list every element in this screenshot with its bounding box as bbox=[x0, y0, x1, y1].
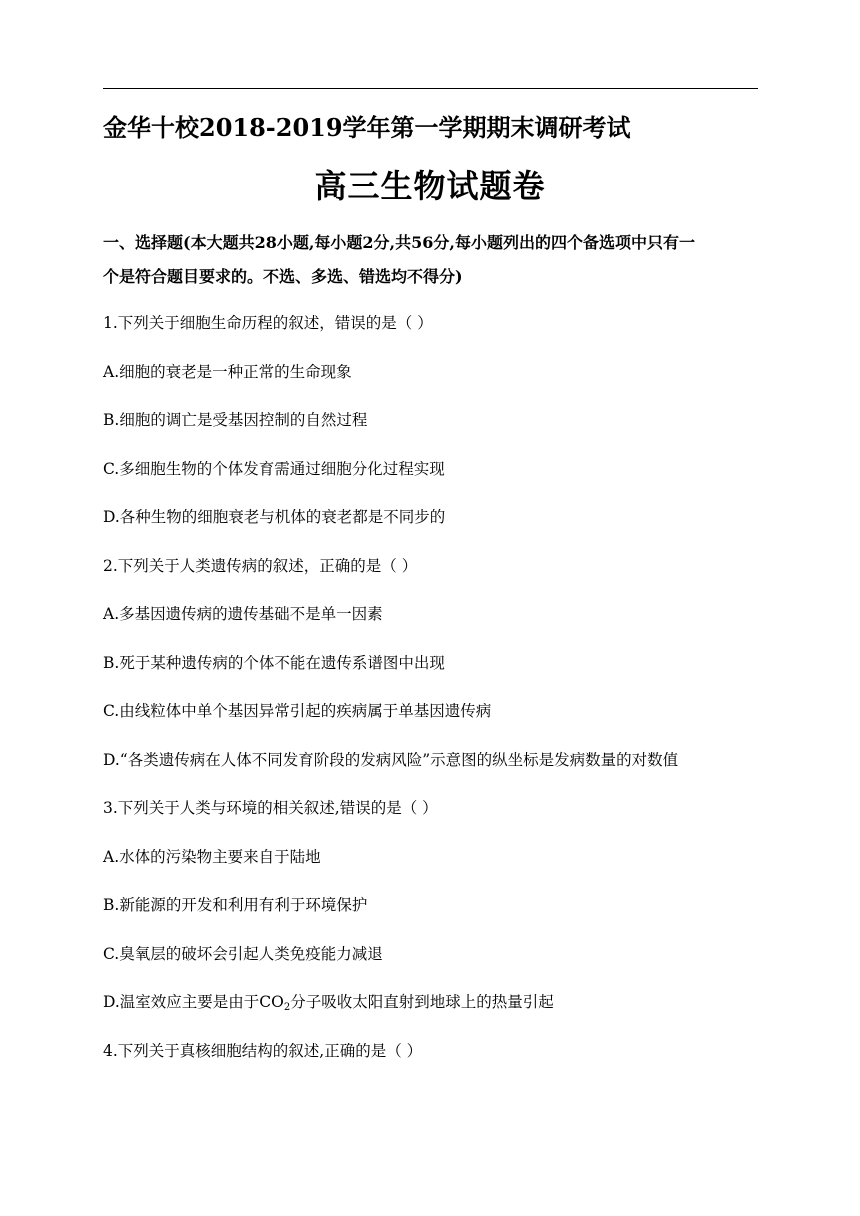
paper-title: 高三生物试题卷 bbox=[314, 167, 546, 205]
question-1-option-b: B.细胞的调亡是受基因控制的自然过程 bbox=[103, 411, 368, 429]
question-1-option-a: A.细胞的衰老是一种正常的生命现象 bbox=[103, 362, 352, 381]
section-instructions-line-2: 个是符合题目要求的。不选、多选、错选均不得分) bbox=[103, 267, 463, 286]
question-3-option-c: C.臭氧层的破坏会引起人类免疫能力减退 bbox=[103, 944, 383, 963]
question-2-stem: 2.下列关于人类遗传病的叙述，正确的是（ ） bbox=[103, 556, 418, 575]
school-title: 金华十校2018-2019学年第一学期期末调研考试 bbox=[103, 113, 631, 142]
question-2-option-b: B.死于某种遗传病的个体不能在遗传系谱图中出现 bbox=[103, 653, 445, 672]
question-1-option-d: D.各种生物的细胞衰老与机体的衰老都是不同步的 bbox=[103, 508, 446, 526]
question-2-option-c: C.由线粒体中单个基因异常引起的疾病属于单基因遗传病 bbox=[103, 702, 492, 720]
question-2-option-a: A.多基因遗传病的遗传基础不是单一因素 bbox=[103, 605, 383, 623]
question-3-stem: 3.下列关于人类与环境的相关叙述,错误的是（ ） bbox=[103, 799, 438, 817]
question-1-option-c: C.多细胞生物的个体发育需通过细胞分化过程实现 bbox=[103, 459, 445, 478]
question-1-stem: 1.下列关于细胞生命历程的叙述，错误的是（ ） bbox=[103, 314, 433, 332]
question-3-option-d bbox=[103, 988, 768, 1037]
section-instructions bbox=[103, 226, 763, 294]
section-instructions-line-1: 一、选择题(本大题共28小题,每小题2分,共56分,每小题列出的四个备选项中只有一 bbox=[103, 233, 695, 252]
header-rule bbox=[103, 88, 758, 89]
question-2-option-d: D.“各类遗传病在人体不同发育阶段的发病风险”示意图的纵坐标是发病数量的对数值 bbox=[103, 750, 679, 769]
question-3-option-a: A.水体的污染物主要来自于陆地 bbox=[103, 847, 321, 866]
co2-subscript: 2 bbox=[283, 1002, 291, 1013]
question-list bbox=[103, 309, 768, 1085]
question-4-stem: 4.下列关于真核细胞结构的叙述,正确的是（ ） bbox=[103, 1041, 423, 1060]
question-3-option-d-prefix: D.温室效应主要是由于CO bbox=[103, 993, 284, 1011]
question-3-option-d-suffix: 分子吸收太阳直射到地球上的热量引起 bbox=[290, 993, 554, 1011]
question-3-option-b: B.新能源的开发和利用有利于环境保护 bbox=[103, 896, 368, 914]
